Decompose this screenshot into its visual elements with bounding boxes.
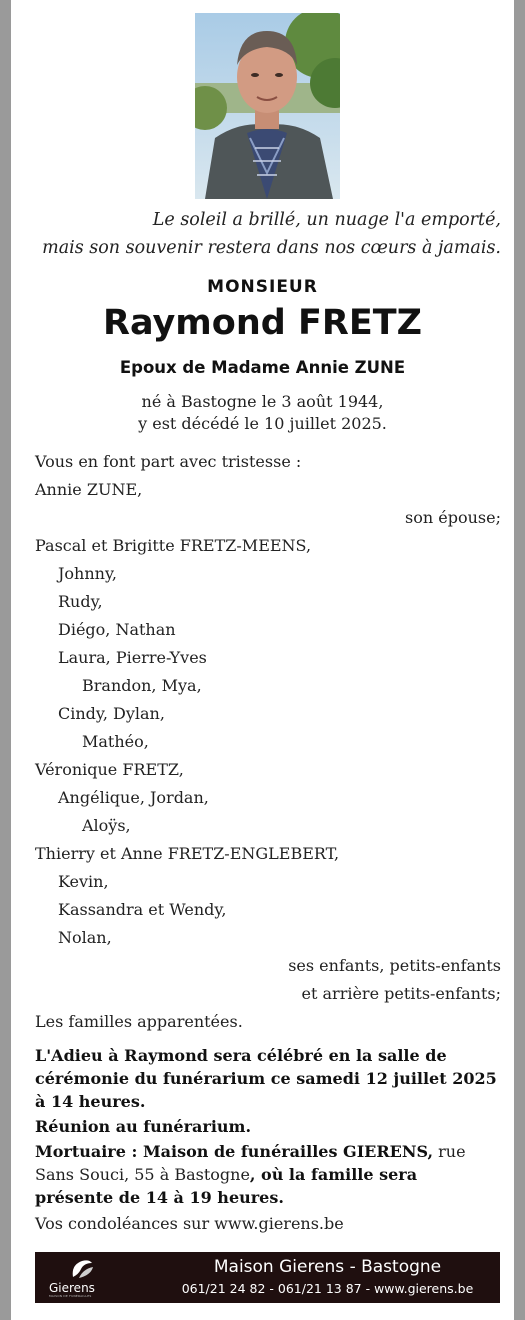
family-presence-start: , où la famille sera (249, 1165, 418, 1184)
mortuary-address: Sans Souci, 55 à Bastogne (35, 1165, 250, 1184)
family-line: Aloÿs, (82, 816, 131, 835)
children-role-line-1: ses enfants, petits-enfants (288, 956, 501, 975)
relatives-line: Les familles apparentées. (35, 1012, 243, 1031)
gierens-logo-icon (69, 1257, 95, 1281)
family-line: Véronique FRETZ, (35, 760, 184, 779)
obituary-sheet (11, 0, 514, 1320)
ceremony-line-7: présente de 14 à 19 heures. (35, 1188, 284, 1207)
funeral-home-banner (35, 1252, 500, 1303)
family-line: Kevin, (58, 872, 109, 891)
mortuary-label: Mortuaire : Maison de funérailles GIERENS, (35, 1142, 434, 1161)
ceremony-line-1: L'Adieu à Raymond sera célébré en la salle de (35, 1046, 447, 1065)
family-line: Angélique, Jordan, (58, 788, 209, 807)
family-line: Nolan, (58, 928, 112, 947)
ceremony-line-2: cérémonie du funérarium ce samedi 12 juillet 2025 (35, 1069, 497, 1088)
ceremony-line-5 (35, 1142, 466, 1161)
family-line: Rudy, (58, 592, 103, 611)
family-line: Thierry et Anne FRETZ-ENGLEBERT, (35, 844, 340, 863)
birth-line: né à Bastogne le 3 août 1944, (141, 392, 384, 411)
family-line: Cindy, Dylan, (58, 704, 165, 723)
children-role-line-2: et arrière petits-enfants; (301, 984, 501, 1003)
funeral-home-name: Maison Gierens - Bastogne (213, 1257, 442, 1277)
family-line: Pascal et Brigitte FRETZ-MEENS, (35, 536, 312, 555)
ceremony-line-4: Réunion au funérarium. (35, 1117, 252, 1136)
deceased-name: Raymond FRETZ (103, 303, 422, 343)
family-line: Kassandra et Wendy, (58, 900, 227, 919)
death-line: y est décédé le 10 juillet 2025. (138, 414, 387, 433)
ceremony-line-6 (35, 1165, 417, 1184)
funeral-home-contacts: 061/21 24 82 - 061/21 13 87 - www.gierens.be (181, 1281, 474, 1296)
family-line: Mathéo, (82, 732, 149, 751)
spouse-role: son épouse; (405, 508, 501, 527)
logo-subtitle: MAISON DE FUNÉRAILLES (49, 1294, 92, 1298)
family-line: Brandon, Mya, (82, 676, 202, 695)
quote-line-1: Le soleil a brillé, un nuage l'a emporté, (152, 210, 501, 230)
logo-text: Gierens (49, 1281, 95, 1295)
quote-line-2: mais son souvenir restera dans nos cœurs à jamais. (42, 238, 501, 258)
condolences-line: Vos condoléances sur www.gierens.be (35, 1214, 344, 1233)
portrait-photo (195, 13, 340, 199)
spouse-line: Epoux de Madame Annie ZUNE (119, 358, 406, 377)
family-line: Laura, Pierre-Yves (58, 648, 207, 667)
intro-text: Vous en font part avec tristesse : (35, 452, 302, 471)
family-line: Diégo, Nathan (58, 620, 176, 639)
ceremony-line-3: à 14 heures. (35, 1092, 146, 1111)
spouse-name: Annie ZUNE, (35, 480, 143, 499)
mortuary-street-start: rue (433, 1142, 466, 1161)
family-line: Johnny, (58, 564, 117, 583)
honorific: MONSIEUR (207, 277, 318, 297)
